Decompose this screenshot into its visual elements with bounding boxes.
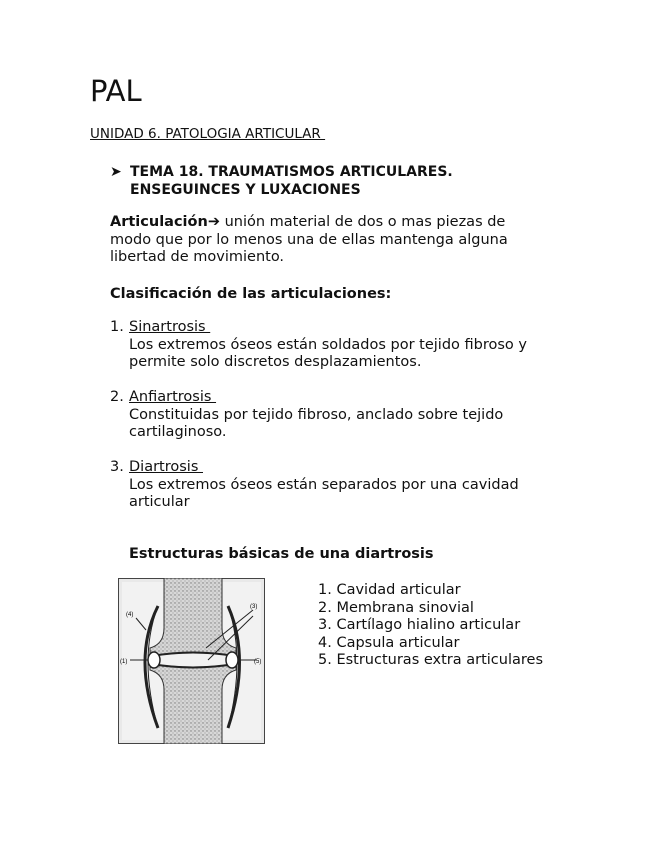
figure-label: (5) — [254, 659, 262, 665]
item-name: Diartrosis — [129, 459, 203, 475]
structures-list — [318, 582, 543, 670]
diarthrosis-diagram — [118, 578, 265, 744]
figure-label: (3) — [250, 604, 258, 610]
list-item: 1. Cavidad articular — [318, 582, 461, 598]
figure-label: (4) — [126, 612, 134, 618]
arrow-bullet-icon: ➤ — [110, 164, 122, 180]
item-description: Los extremos óseos están soldados por tejido fibroso y permite solo discretos desplazamientos. — [129, 336, 527, 370]
figure-label: (1) — [120, 659, 128, 665]
list-item — [110, 389, 560, 445]
item-description: Constituidas por tejido fibroso, anclado sobre tejido cartilaginoso. — [129, 406, 504, 440]
item-number: 2. — [110, 389, 124, 405]
tema-line-2: ENSEGUINCES Y LUXACIONES — [130, 182, 361, 198]
structures-heading: Estructuras básicas de una diartrosis — [129, 546, 434, 562]
item-number: 3. — [110, 459, 124, 475]
definition-paragraph — [110, 214, 550, 267]
list-item: 4. Capsula articular — [318, 634, 460, 651]
list-item: 2. Membrana sinovial — [318, 599, 474, 616]
list-item: 5. Estructuras extra articulares — [318, 652, 543, 668]
item-name: Anfiartrosis — [129, 389, 217, 405]
item-number: 1. — [110, 319, 124, 335]
definition-text: unión material de dos o mas piezas de modo que por lo menos una de ellas mantenga alguna libertad de movimiento. — [110, 214, 508, 265]
document-title: PAL — [90, 74, 142, 108]
unit-heading: UNIDAD 6. PATOLOGIA ARTICULAR — [90, 126, 326, 142]
list-item — [110, 459, 560, 515]
definition-term: Articulación — [110, 214, 208, 230]
list-item — [110, 319, 560, 375]
item-description: Los extremos óseos están separados por una cavidad articular — [129, 476, 519, 510]
right-arrow-icon: ➔ — [207, 214, 220, 230]
item-name: Sinartrosis — [129, 319, 211, 335]
list-item: 3. Cartílago hialino articular — [318, 617, 521, 633]
tema-line-1: TEMA 18. TRAUMATISMOS ARTICULARES. — [130, 164, 453, 180]
classification-heading: Clasificación de las articulaciones: — [110, 286, 392, 302]
